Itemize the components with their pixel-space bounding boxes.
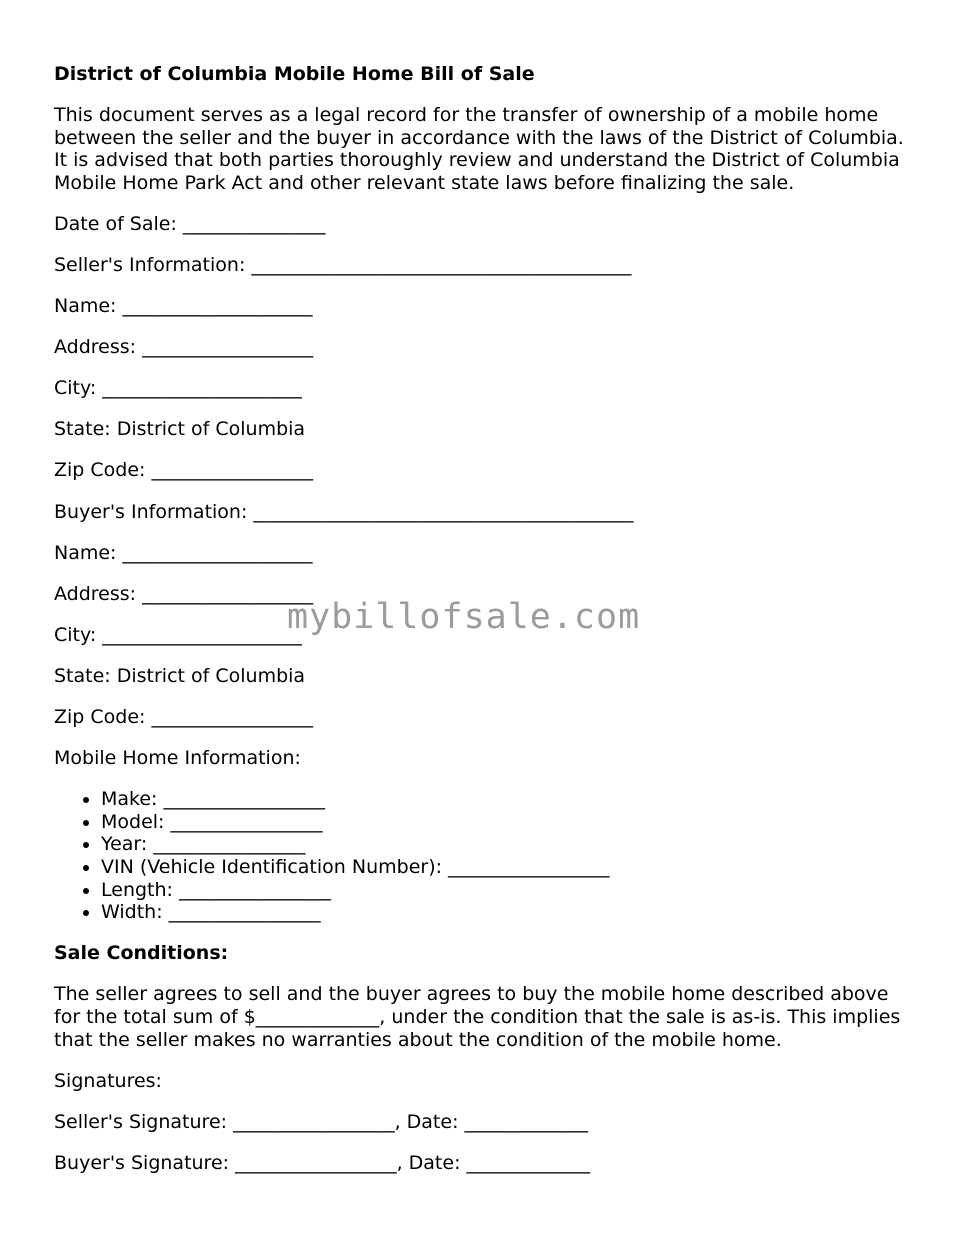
seller-city-field: City: _____________________ bbox=[54, 377, 302, 400]
mobile-home-make: • Make: _________________ bbox=[101, 788, 914, 811]
mobile-home-width: • Width: ________________ bbox=[101, 901, 914, 924]
buyer-signature-field: Buyer's Signature: _________________, Date: _____________ bbox=[54, 1151, 591, 1174]
buyer-state-field: State: District of Columbia bbox=[54, 664, 306, 687]
seller-address-field: Address: __________________ bbox=[54, 336, 314, 359]
seller-signature-field: Seller's Signature: _________________, Date: _____________ bbox=[54, 1110, 589, 1133]
document-title: District of Columbia Mobile Home Bill of Sale bbox=[54, 63, 535, 85]
seller-zip-field: Zip Code: _________________ bbox=[54, 459, 313, 482]
mobile-home-list bbox=[54, 788, 914, 924]
intro-paragraph: This document serves as a legal record for the transfer of ownership of a mobile home between the seller and the buyer in accordance with the laws of the District of Columbia. It is advised that both parties thoroughly review and understand the District of Columbia Mobile Home Park Act and other relevant state laws before finalizing the sale. bbox=[54, 104, 904, 194]
seller-state-field: State: District of Columbia bbox=[54, 418, 306, 441]
seller-information-field: Seller's Information: ________________________________________ bbox=[54, 253, 632, 276]
mobile-home-model: • Model: ________________ bbox=[101, 811, 914, 834]
buyer-zip-field: Zip Code: _________________ bbox=[54, 706, 313, 728]
buyer-name-field: Name: ____________________ bbox=[54, 541, 313, 564]
seller-name-field: Name: ____________________ bbox=[54, 295, 313, 318]
buyer-city-field: City: _____________________ bbox=[54, 623, 302, 646]
signatures-heading: Signatures: bbox=[54, 1069, 162, 1092]
document-page bbox=[54, 62, 914, 1193]
mobile-home-length: • Length: ________________ bbox=[101, 879, 914, 902]
watermark: mybillofsale.com bbox=[287, 597, 641, 637]
buyer-address-field: Address: __________________ bbox=[54, 582, 314, 605]
sale-conditions-text: The seller agrees to sell and the buyer agrees to buy the mobile home described above for the total sum of $_____________, under the condition that the sale is as-is. This implies that the seller makes no warranties about the condition of the mobile home. bbox=[54, 983, 901, 1051]
mobile-home-heading: Mobile Home Information: bbox=[54, 747, 301, 770]
date-of-sale-field: Date of Sale: _______________ bbox=[54, 212, 326, 235]
buyer-information-field: Buyer's Information: ________________________________________ bbox=[54, 500, 634, 523]
mobile-home-year: • Year: ________________ bbox=[101, 833, 914, 856]
sale-conditions-heading: Sale Conditions: bbox=[54, 942, 229, 965]
mobile-home-vin: • VIN (Vehicle Identification Number): _________________ bbox=[101, 856, 914, 879]
